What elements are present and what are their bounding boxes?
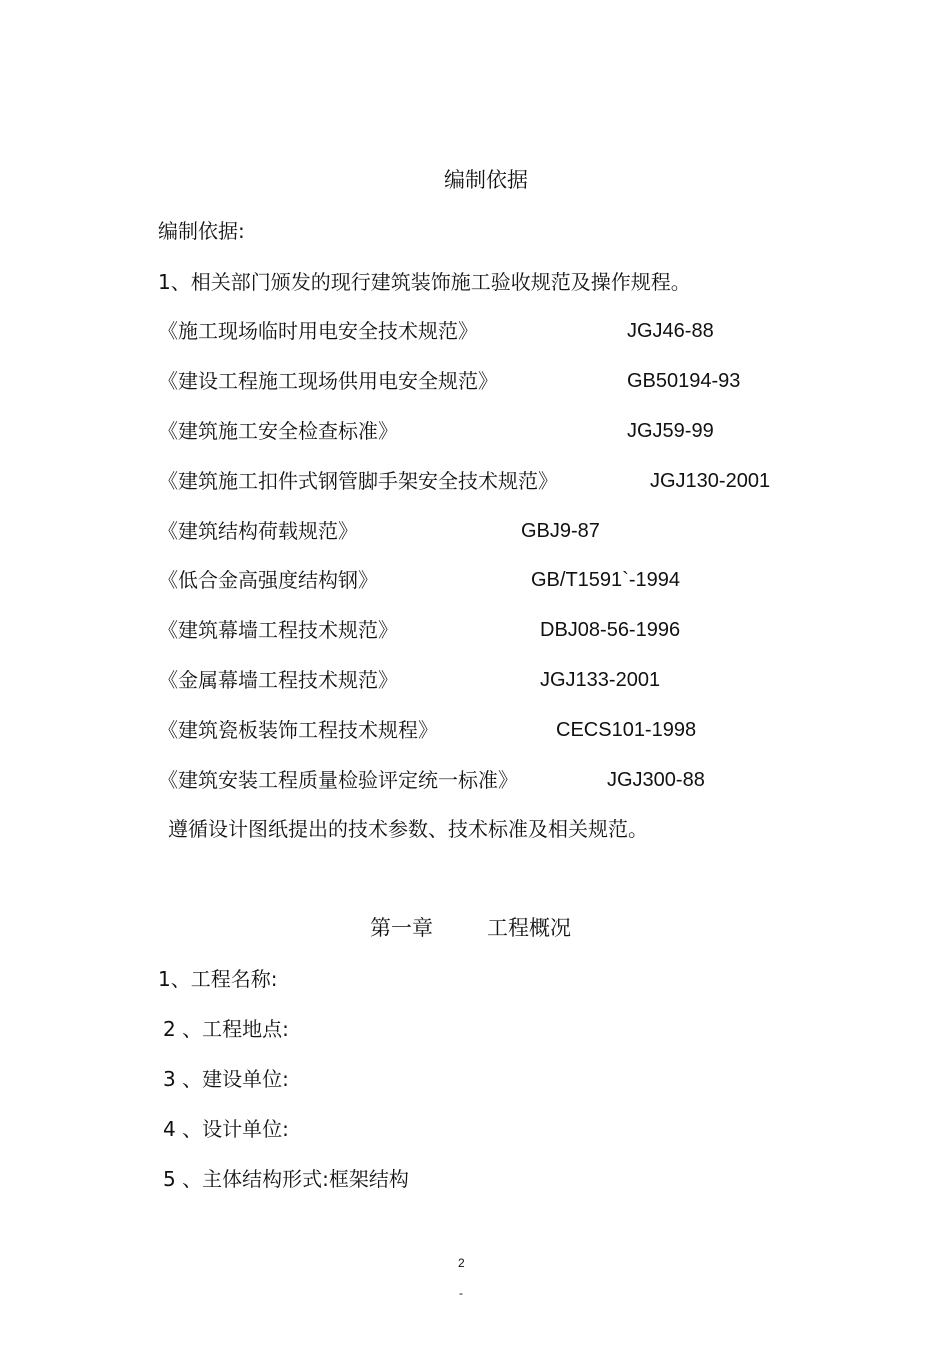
chapter-item: 2 、工程地点:	[163, 1017, 289, 1041]
section-title: 编制依据	[444, 168, 528, 192]
standard-code: CECS101-1998	[556, 719, 697, 741]
chapter-label: 第一章	[370, 916, 433, 940]
standard-name: 《建筑幕墙工程技术规范》	[158, 618, 398, 642]
standard-code: JGJ133-2001	[540, 669, 661, 691]
section-closing: 遵循设计图纸提出的技术参数、技术标准及相关规范。	[168, 817, 648, 841]
standard-code: GB50194-93	[627, 370, 741, 392]
standard-name: 《低合金高强度结构钢》	[158, 568, 378, 592]
standard-name: 《金属幕墙工程技术规范》	[158, 668, 398, 692]
standard-code: GBJ9-87	[521, 520, 600, 542]
standard-name: 《施工现场临时用电安全技术规范》	[158, 319, 478, 343]
standard-code: JGJ300-88	[607, 769, 705, 791]
standard-name: 《建筑安装工程质量检验评定统一标准》	[158, 768, 518, 792]
standard-name: 《建设工程施工现场供用电安全规范》	[158, 369, 498, 393]
standard-name: 《建筑瓷板装饰工程技术规程》	[158, 718, 438, 742]
standard-name: 《建筑施工扣件式钢管脚手架安全技术规范》	[158, 469, 558, 493]
chapter-title: 工程概况	[487, 916, 571, 940]
standard-name: 《建筑施工安全检查标准》	[158, 419, 398, 443]
standard-code: JGJ59-99	[627, 420, 714, 442]
standard-code: DBJ08-56-1996	[540, 619, 681, 641]
footer-mark: -	[459, 1286, 463, 1300]
page-number: 2	[458, 1256, 465, 1270]
section-intro: 编制依据:	[158, 219, 245, 243]
standard-code: JGJ130-2001	[650, 470, 771, 492]
standard-name: 《建筑结构荷载规范》	[158, 519, 358, 543]
section-item-1: 1、相关部门颁发的现行建筑装饰施工验收规范及操作规程。	[158, 270, 691, 294]
standard-code: GB/T1591`-1994	[531, 569, 680, 591]
chapter-item: 3 、建设单位:	[163, 1067, 289, 1091]
chapter-item: 4 、设计单位:	[163, 1117, 289, 1141]
chapter-item: 1、工程名称:	[158, 967, 278, 991]
chapter-item: 5 、主体结构形式:框架结构	[163, 1167, 409, 1191]
standard-code: JGJ46-88	[627, 320, 714, 342]
